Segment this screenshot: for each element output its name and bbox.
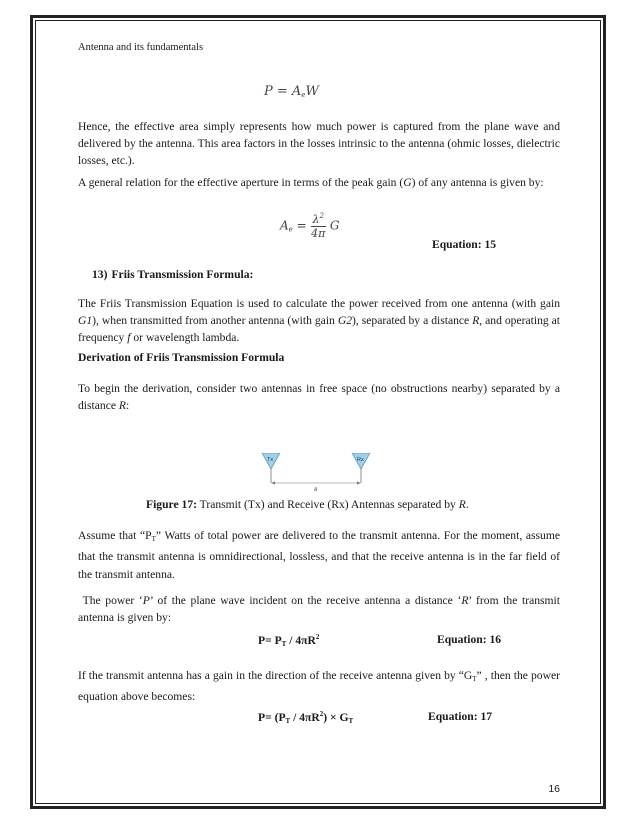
p5-sub: T <box>151 535 156 543</box>
eq15-lhs: A <box>280 218 289 233</box>
tx-label: Tx <box>267 457 274 463</box>
antenna-figure <box>250 453 400 493</box>
p3-text-e: or wavelength lambda. <box>130 331 240 344</box>
running-header: Antenna and its fundamentals <box>78 42 204 53</box>
paragraph-transmit-gain <box>78 667 560 705</box>
p3-text-b: ), when transmitted from another antenna (with gain <box>92 314 338 327</box>
p3-text-d: , and operating at frequency <box>78 314 561 344</box>
eq15-numerator: λ <box>312 213 320 226</box>
p6-text-a: The power ‘ <box>82 594 143 607</box>
p4-r: R <box>118 399 126 412</box>
p5-text-a: Assume that “P <box>78 529 152 542</box>
eq17-text-c: ) × G <box>323 711 349 724</box>
p6-text-b: ’ of the plane wave incident on the receive antenna a distance ‘ <box>149 594 462 607</box>
eq15-numerator-sup: 2 <box>319 212 324 220</box>
paragraph-general-relation <box>78 174 560 191</box>
eq-power-sub: e <box>301 91 306 99</box>
p3-f: f <box>127 331 131 344</box>
p3-text-a: The Friis Transmission Equation is used to calculate the power received from one antenna (with gain <box>78 297 560 310</box>
page-number: 16 <box>548 783 560 795</box>
eq15-lhs-sub: e <box>288 225 293 234</box>
rx-label: Rx <box>357 457 364 463</box>
eq15-rhs: G <box>329 218 340 233</box>
figure-17-caption <box>146 498 469 511</box>
p3-r: R <box>472 314 480 327</box>
paragraph-effective-area: Hence, the effective area simply represents how much power is captured from the plane wave and delivered by the antenna. This area factors in the losses intrinsic to the antenna (ohmic losses, dielectric losses, etc.). <box>78 120 560 167</box>
eq17-sub2: T <box>348 717 354 725</box>
equation-15-formula: $A_e$ = $\frac{\lambda^2}{4\pi}$ G <box>280 212 340 240</box>
section-13-title: Friis Transmission Formula: <box>111 268 254 281</box>
eq17-sup: 2 <box>319 710 324 718</box>
section-13-number: 13) <box>92 268 108 281</box>
caption-text: Transmit (Tx) and Receive (Rx) Antennas separated by <box>196 498 459 511</box>
eq15-fraction <box>311 212 326 240</box>
distance-label: R <box>314 487 318 493</box>
distance-arrowhead-right <box>357 482 361 485</box>
p4-text-a: To begin the derivation, consider two antennas in free space (no obstructions nearby) separated by a distance <box>78 382 560 412</box>
section-13-heading <box>92 268 253 281</box>
p4-text-b: : <box>125 399 130 412</box>
eq17-sub1: T <box>285 717 291 725</box>
paragraph-plane-wave-power <box>78 592 560 626</box>
eq17-text-a: P= (P <box>258 711 286 724</box>
derivation-heading: Derivation of Friis Transmission Formula <box>78 351 285 364</box>
p7-sub: T <box>472 675 477 683</box>
eq17-text-b: / 4πR <box>290 711 320 724</box>
paragraph-assume-power <box>78 527 560 584</box>
equation-17-label: Equation: 17 <box>428 710 493 723</box>
p6-p: P <box>142 594 150 607</box>
p6-r: R <box>461 594 469 607</box>
p2-gain-symbol: G <box>403 176 412 189</box>
caption-end: . <box>465 498 469 511</box>
equation-power-effective-area <box>264 84 319 99</box>
p2-text-b: ) of any antenna is given by: <box>411 176 544 189</box>
p3-g2: G2 <box>337 314 353 327</box>
equation-15-label: Equation: 15 <box>432 238 497 251</box>
p5-text-b: ” Watts of total power are delivered to the transmit antenna. For the moment, assume that the transmit antenna is omnidirectional, lossless, and that the receive antenna is in the far field of the transmit antenna. <box>78 529 560 581</box>
eq16-text-b: / 4πR <box>286 634 316 647</box>
equation-16-formula <box>258 633 319 648</box>
eq16-sub: T <box>281 640 287 648</box>
p3-g1: G1 <box>78 314 93 327</box>
eq15-denominator: 4π <box>311 227 326 240</box>
p7-text-a: If the transmit antenna has a gain in the direction of the receive antenna given by “G <box>78 669 473 682</box>
equation-17-formula <box>258 710 353 725</box>
p2-text-a: A general relation for the effective aperture in terms of the peak gain ( <box>78 176 404 189</box>
paragraph-friis-intro <box>78 295 560 346</box>
paragraph-derivation-intro <box>78 380 560 414</box>
equation-16-label: Equation: 16 <box>437 633 502 646</box>
eq16-text-a: P= P <box>258 634 282 647</box>
p7-text-b: ” , then the power equation above becomes: <box>78 669 560 703</box>
caption-r: R <box>458 498 466 511</box>
eq-power-text: P = A <box>264 84 302 99</box>
eq16-sup: 2 <box>315 633 320 641</box>
caption-label: Figure 17: <box>146 498 197 511</box>
distance-arrowhead-left <box>271 482 275 485</box>
p3-text-c: ), separated by a distance <box>352 314 473 327</box>
p6-text-c: ’ from the transmit antenna is given by: <box>78 594 560 624</box>
eq-power-end: W <box>305 84 319 99</box>
